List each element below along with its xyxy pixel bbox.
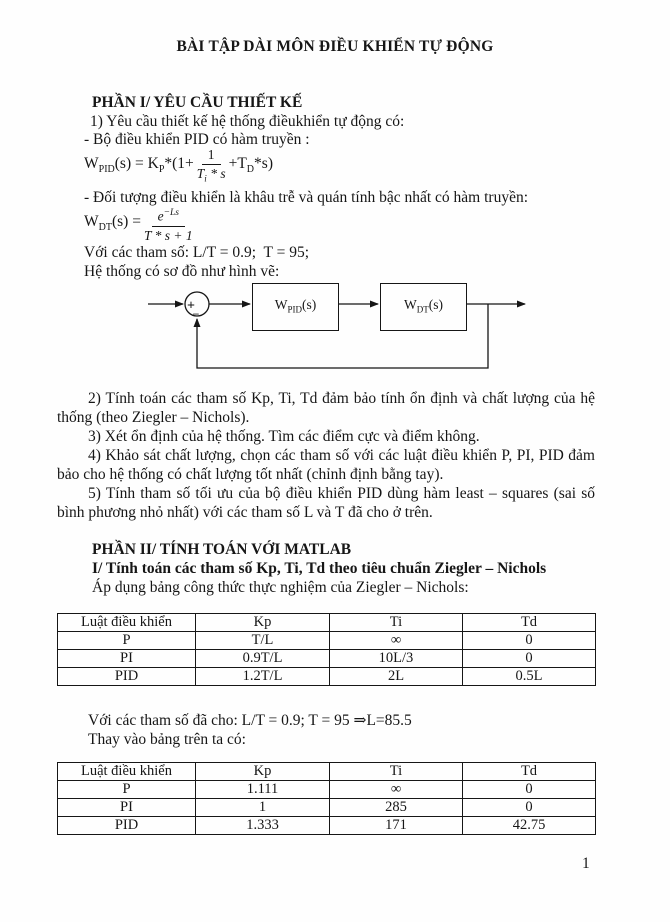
table-row — [58, 817, 596, 835]
document-title: BÀI TẬP DÀI MÔN ĐIỀU KHIỂN TỰ ĐỘNG — [176, 38, 494, 55]
plus-sign: + — [187, 298, 195, 314]
cell: 0 — [463, 632, 596, 650]
formula-tail: $+T_D*s$) — [228, 155, 273, 176]
cell: 1.333 — [196, 817, 330, 835]
cell: PI — [58, 650, 196, 668]
fraction-numerator: 1 — [202, 147, 221, 165]
cell: 10L/3 — [330, 650, 463, 668]
table-row — [58, 650, 596, 668]
control-system-block-diagram — [0, 278, 670, 378]
cell: 0 — [463, 650, 596, 668]
part2-heading: PHẦN II/ TÍNH TOÁN VỚI MATLAB — [92, 541, 352, 558]
cell: 0.9T/L — [196, 650, 330, 668]
table-header-row — [58, 763, 596, 781]
ziegler-nichols-formula-table — [57, 613, 596, 686]
cell: P — [58, 781, 196, 799]
header-cell: Ti — [330, 763, 463, 781]
requirement-3: 3) Xét ổn định của hệ thống. Tìm các điểm cực và điểm không. — [88, 428, 480, 445]
cell: ∞ — [330, 781, 463, 799]
requirements-list — [57, 389, 595, 522]
part1-heading: PHẦN I/ YÊU CẦU THIẾT KẾ — [92, 94, 303, 111]
header-cell: Kp — [196, 763, 330, 781]
header-cell: Luật điều khiển — [58, 763, 196, 781]
cell: 42.75 — [463, 817, 596, 835]
header-cell: Luật điều khiển — [58, 614, 196, 632]
cell: ∞ — [330, 632, 463, 650]
fraction-denominator: $T_i$ * s — [196, 166, 226, 184]
pid-intro-line: - Bộ điều khiển PID có hàm truyền : — [84, 131, 310, 148]
given-parameters-line: Với các tham số đã cho: L/T = 0.9; T = 95 ⇒L=85.5 — [88, 712, 412, 729]
pid-block-label: $W_{PID}(s)$ — [274, 296, 317, 315]
fraction-numerator: $e^{-Ls}$ — [152, 205, 185, 227]
plant-block-label: $W_{DT}(s)$ — [404, 296, 443, 315]
parameters-line: Với các tham số: L/T = 0.9; T = 95; — [84, 244, 310, 261]
header-cell: Td — [463, 763, 596, 781]
fraction-denominator: T * s + 1 — [143, 227, 193, 243]
cell: 2L — [330, 668, 463, 686]
cell: 1 — [196, 799, 330, 817]
minus-sign: − — [192, 307, 200, 321]
schema-intro-line: Hệ thống có sơ đồ như hình vẽ: — [84, 263, 280, 280]
dt-fraction — [144, 205, 193, 244]
pid-transfer-function-formula — [84, 147, 273, 187]
table-header-row — [58, 614, 596, 632]
computed-parameters-table — [57, 762, 596, 835]
cell: T/L — [196, 632, 330, 650]
apply-line: Áp dụng bảng công thức thực nghiệm của Ziegler – Nichols: — [92, 579, 469, 596]
requirement-1-line: 1) Yêu cầu thiết kế hệ thống điềukhiển tự động có: — [90, 113, 405, 130]
formula-lhs: $W_{DT}(s)$ = — [84, 212, 141, 233]
cell: PID — [58, 668, 196, 686]
plant-transfer-function-formula — [84, 205, 196, 244]
table-row — [58, 799, 596, 817]
header-cell: Td — [463, 614, 596, 632]
cell: 0 — [463, 781, 596, 799]
formula-lhs: $W_{PID}(s) = K_P*(1+$ — [84, 155, 194, 176]
requirement-4: 4) Khảo sát chất lượng, chọn các tham số với các luật điều khiển P, PI, PID đảm bảo cho hệ thống có chất lượng tốt nhất (chỉnh định bằng tay). — [57, 447, 595, 483]
header-cell: Kp — [196, 614, 330, 632]
cell: PID — [58, 817, 196, 835]
pid-controller-block — [252, 283, 339, 331]
cell: 0 — [463, 799, 596, 817]
cell: PI — [58, 799, 196, 817]
table-row — [58, 781, 596, 799]
requirement-5: 5) Tính tham số tối ưu của bộ điều khiển PID dùng hàm least – squares (sai số bình phương nhỏ nhất) với các tham số L và T đã cho ở trên. — [57, 485, 595, 521]
cell: 0.5L — [463, 668, 596, 686]
cell: P — [58, 632, 196, 650]
table-row — [58, 632, 596, 650]
header-cell: Ti — [330, 614, 463, 632]
table-row — [58, 668, 596, 686]
cell: 1.2T/L — [196, 668, 330, 686]
plant-block — [380, 283, 467, 331]
pid-fraction — [197, 147, 226, 187]
page-number: 1 — [582, 855, 590, 872]
cell: 171 — [330, 817, 463, 835]
plant-intro-line: - Đối tượng điều khiển là khâu trễ và quán tính bậc nhất có hàm truyền: — [84, 189, 529, 206]
cell: 1.111 — [196, 781, 330, 799]
cell: 285 — [330, 799, 463, 817]
requirement-2: 2) Tính toán các tham số Kp, Ti, Td đảm bảo tính ổn định và chất lượng của hệ thống (theo Ziegler – Nichols). — [57, 390, 595, 426]
substitution-line: Thay vào bảng trên ta có: — [88, 731, 246, 748]
part2-subheading: I/ Tính toán các tham số Kp, Ti, Td theo tiêu chuẩn Ziegler – Nichols — [92, 560, 547, 577]
